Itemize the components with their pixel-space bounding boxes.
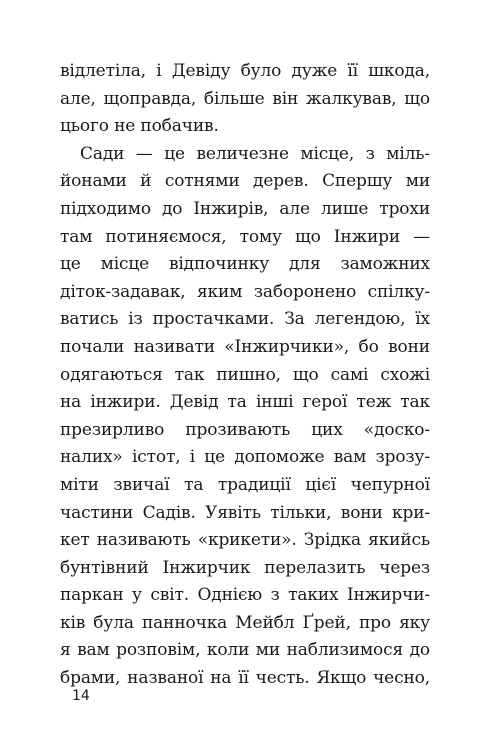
text-line: Сади — це величезне місце, з міль- xyxy=(80,143,430,164)
text-line: на інжири. Девід та інші герої теж так xyxy=(60,392,430,413)
text-line: міти звичаї та традиції цієї чепурної xyxy=(60,474,430,495)
text-line: відлетіла, і Девіду було дуже її шкода, xyxy=(60,61,430,81)
text-line: одягаються так пишно, що самі схожі xyxy=(60,364,430,385)
body-text xyxy=(60,58,430,693)
text-line: ків була панночка Мейбл Ґрей, про яку xyxy=(60,612,430,633)
text-line: почали називати «Інжирчики», бо вони xyxy=(60,336,430,357)
text-line: йонами й сотнями дерев. Спершу ми xyxy=(60,171,430,192)
text-line: діток-задавак, яким заборонено спілку- xyxy=(60,281,430,302)
text-line: частини Садів. Уявіть тільки, вони кри- xyxy=(60,502,430,523)
text-line: цього не побачив. xyxy=(60,116,219,137)
text-line: я вам розповім, коли ми наблизимося до xyxy=(60,640,430,661)
text-line: бунтівний Інжирчик перелазить через xyxy=(60,557,430,578)
text-line: там потиняємося, тому що Інжири — xyxy=(60,226,430,247)
page-number: 14 xyxy=(72,688,90,704)
text-line: кет називають «крикети». Зрідка якийсь xyxy=(60,530,430,551)
text-line: паркан у світ. Однією з таких Інжирчи- xyxy=(60,585,430,606)
text-line: але, щоправда, більше він жалкував, що xyxy=(60,88,430,109)
text-line: це місце відпочинку для заможних xyxy=(60,254,430,275)
text-line: брами, названої на її честь. Якщо чесно, xyxy=(60,668,430,689)
text-line: налих» істот, і це допоможе вам зрозу- xyxy=(60,447,430,468)
text-line: презирливо прозивають цих «доско- xyxy=(60,419,430,440)
text-line: підходимо до Інжирів, але лише трохи xyxy=(60,198,430,219)
text-line: ватись із простачками. За легендою, їх xyxy=(60,309,430,330)
